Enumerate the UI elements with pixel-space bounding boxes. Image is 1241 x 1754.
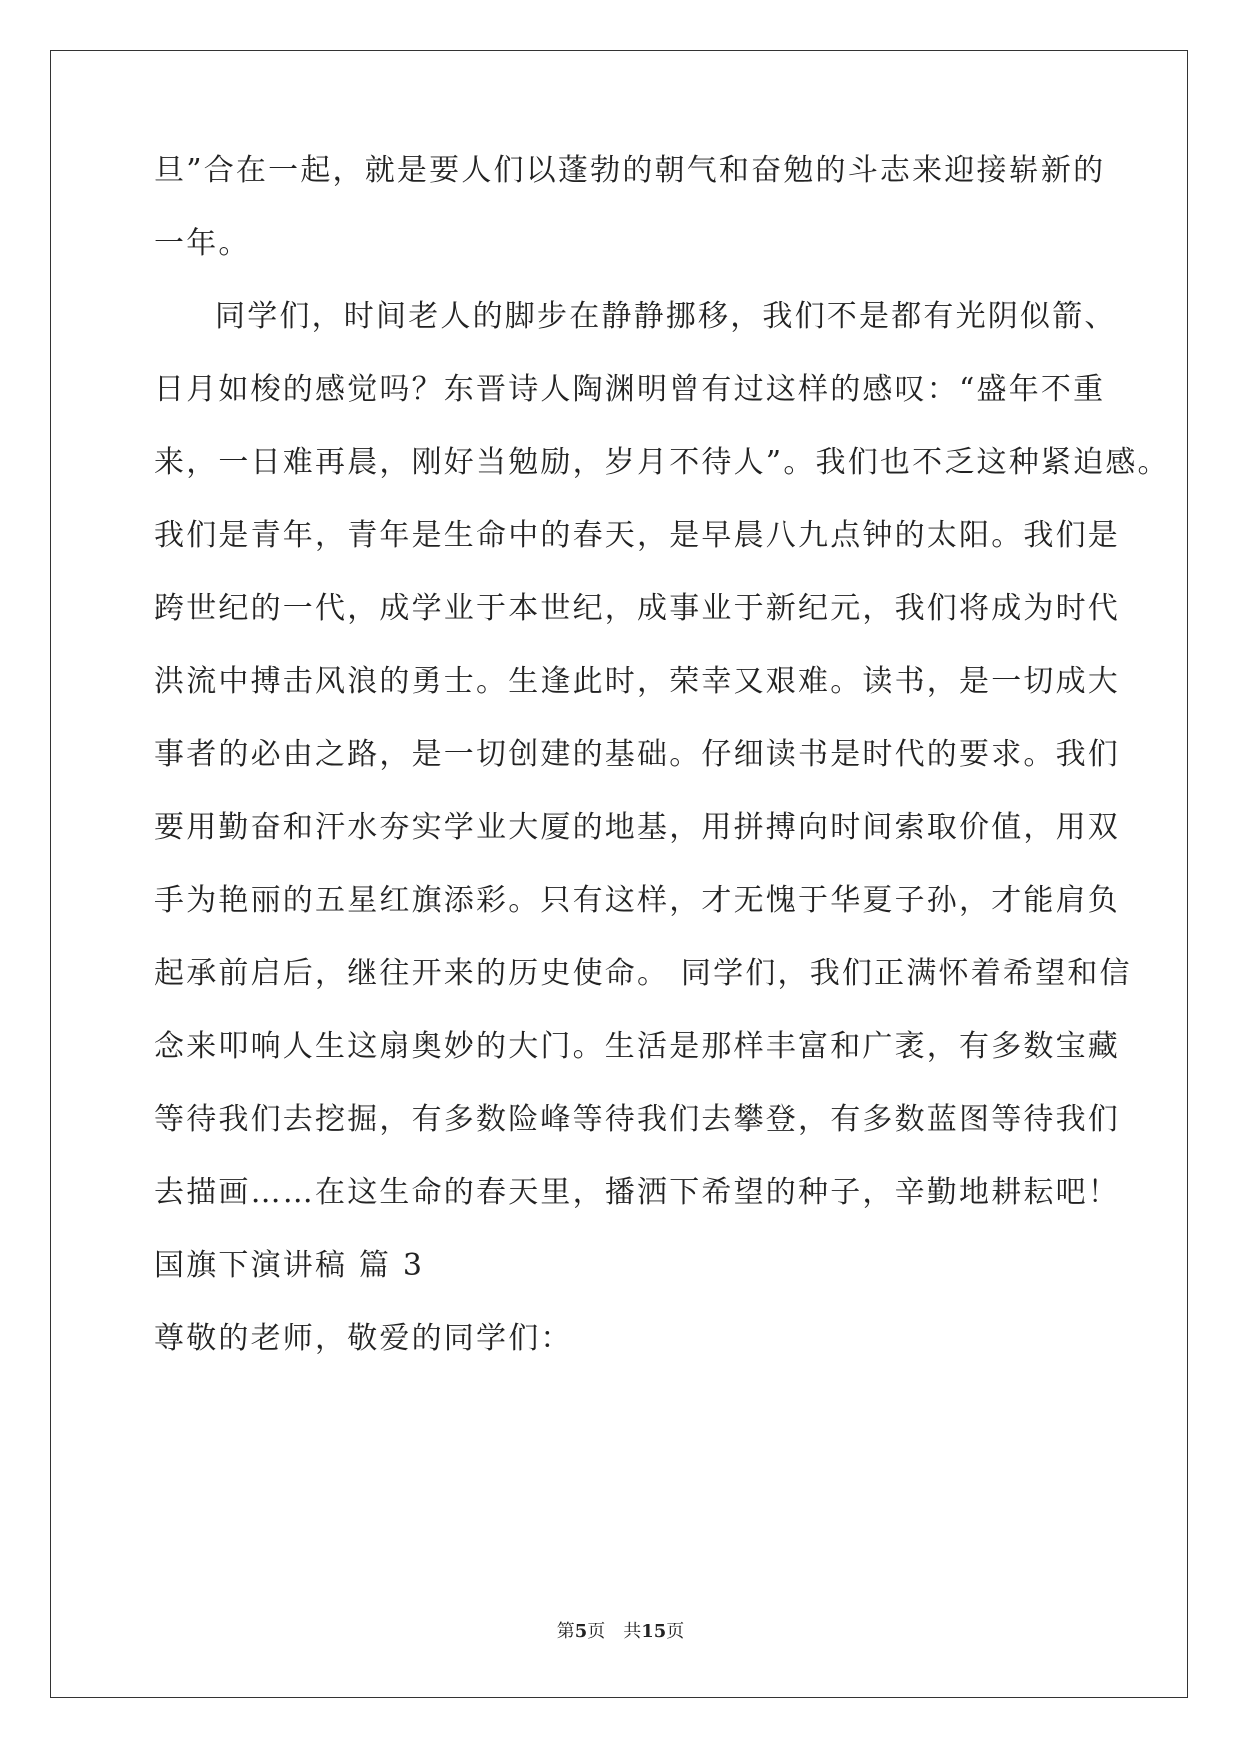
footer-prefix: 第 (556, 1621, 575, 1642)
paragraph-first-line: 同学们，时间老人的脚步在静静挪移，我们不是都有光阴似箭、 (215, 299, 1117, 334)
text-line: 日月如梭的感觉吗？东晋诗人陶渊明曾有过这样的感叹：“盛年不重 (154, 372, 1106, 407)
text-line: 去描画……在这生命的春天里，播洒下希望的种子，辛勤地耕耘吧！ (154, 1175, 1120, 1210)
text-line: 等待我们去挖掘，有多数险峰等待我们去攀登，有多数蓝图等待我们 (154, 1102, 1120, 1137)
salutation: 尊敬的老师，敬爱的同学们： (154, 1321, 573, 1356)
text-line: 洪流中搏击风浪的勇士。生逢此时，荣幸又艰难。读书，是一切成大 (154, 664, 1120, 699)
text-line: 手为艳丽的五星红旗添彩。只有这样，才无愧于华夏子孙，才能肩负 (154, 883, 1120, 918)
text-line: 要用勤奋和汗水夯实学业大厦的地基，用拼搏向时间索取价值，用双 (154, 810, 1120, 845)
text-line: 事者的必由之路，是一切创建的基础。仔细读书是时代的要求。我们 (154, 737, 1120, 772)
text-line: 一年。 (154, 226, 251, 261)
footer-suffix: 页 (666, 1621, 685, 1642)
text-line: 来，一日难再晨，刚好当勉励，岁月不待人”。我们也不乏这种紧迫感。 (154, 445, 1170, 480)
text-line: 旦”合在一起，就是要人们以蓬勃的朝气和奋勉的斗志来迎接崭新的 (154, 153, 1106, 188)
total-pages: 15 (641, 1621, 667, 1642)
text-line: 起承前启后，继往开来的历史使命。 同学们，我们正满怀着希望和信 (154, 956, 1132, 991)
section-heading: 国旗下演讲稿 篇 3 (154, 1248, 425, 1283)
page-border (50, 50, 1188, 1698)
page-footer (0, 1620, 1241, 1644)
page-number: 5 (574, 1621, 588, 1642)
text-line: 念来叩响人生这扇奥妙的大门。生活是那样丰富和广袤，有多数宝藏 (154, 1029, 1120, 1064)
text-line: 我们是青年，青年是生命中的春天，是早晨八九点钟的太阳。我们是 (154, 518, 1120, 553)
text-line: 跨世纪的一代，成学业于本世纪，成事业于新纪元，我们将成为时代 (154, 591, 1120, 626)
footer-mid: 页 共 (587, 1621, 642, 1642)
